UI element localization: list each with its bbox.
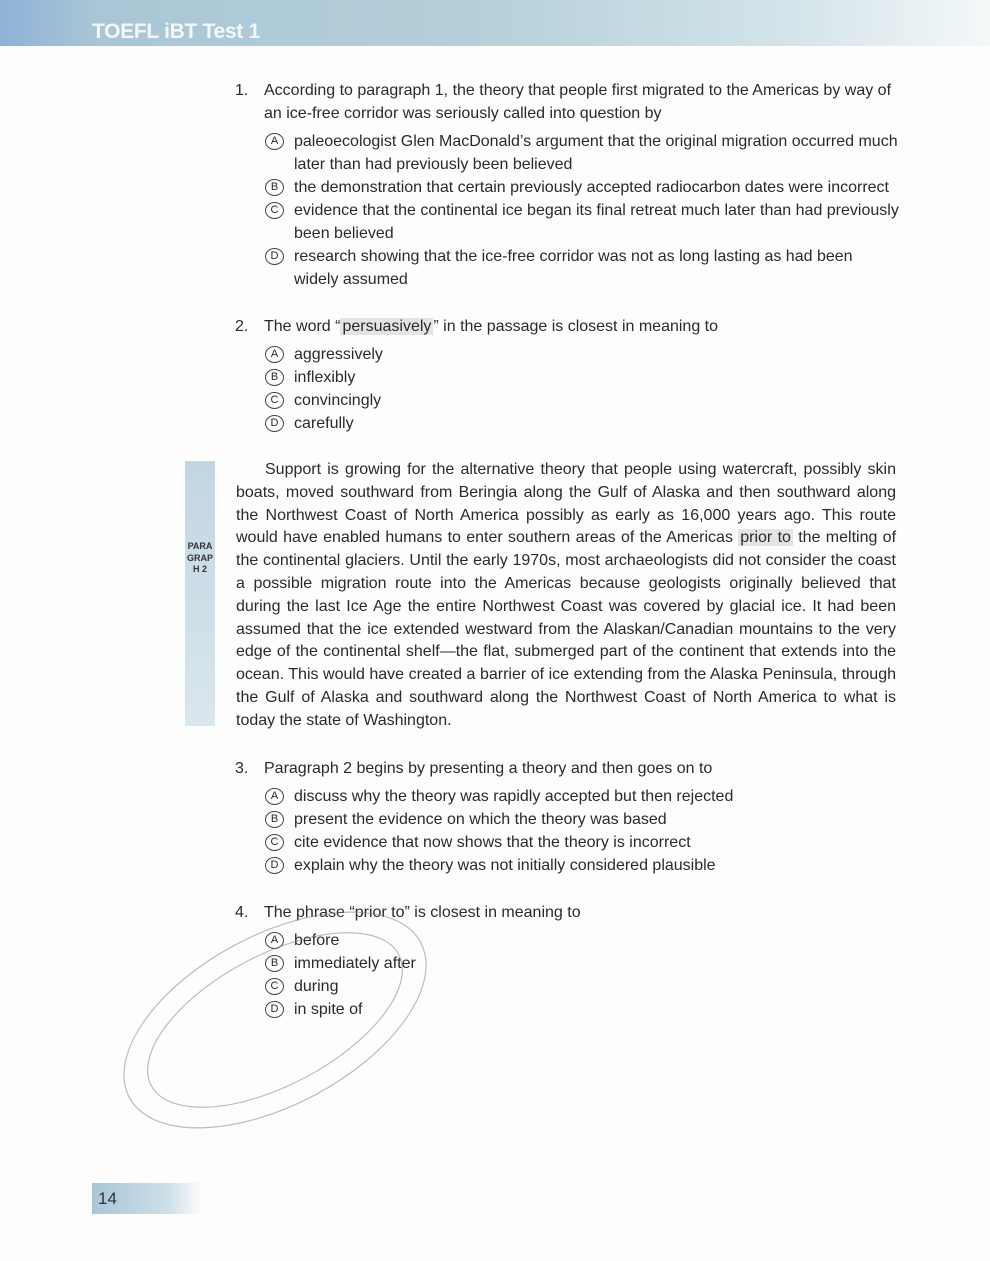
option-text: evidence that the continental ice began its final retreat much later than had previously been believed: [294, 202, 899, 242]
paragraph-tab: [185, 461, 215, 726]
question-4: [235, 901, 900, 1021]
passage-body: [236, 459, 896, 733]
option-a[interactable]: [265, 130, 900, 176]
option-text: present the evidence on which the theory was based: [294, 810, 667, 828]
option-letter-icon: B: [265, 369, 284, 386]
option-letter-icon: C: [265, 392, 284, 409]
question-stem: Paragraph 2 begins by presenting a theory and then goes on to: [264, 759, 713, 777]
option-letter-icon: B: [265, 179, 284, 196]
question-number: 3.: [235, 759, 249, 777]
highlighted-word: persuasively: [342, 318, 432, 335]
option-a[interactable]: [265, 785, 900, 808]
question-1: [235, 79, 900, 291]
paragraph-label: PARAGRAPH 2: [186, 541, 213, 574]
option-c[interactable]: [265, 831, 900, 854]
question-number: 2.: [235, 318, 249, 335]
option-letter-icon: C: [265, 834, 284, 851]
option-letter-icon: A: [265, 133, 284, 150]
question-stem: The phrase “prior to” is closest in meaning to: [264, 903, 581, 921]
option-text: convincingly: [294, 392, 382, 409]
page-content: [186, 79, 900, 1045]
option-d[interactable]: [265, 412, 900, 435]
option-text: discuss why the theory was rapidly accepted but then rejected: [294, 787, 734, 805]
option-text: explain why the theory was not initially considered plausible: [294, 856, 716, 874]
option-text: inflexibly: [294, 369, 356, 386]
option-c[interactable]: [265, 199, 900, 245]
question-stem: [264, 315, 900, 338]
option-text: immediately after: [294, 954, 416, 972]
passage-text: Support is growing for the alternative theory that people using watercraft, possibly skin boats, moved southward from Beringia along the Gulf of Alaska and then southward along the Northwest Coast of North America possibly as early as 16,000 years ago. This route would have enabled humans to enter southern areas of the Americas: [236, 461, 896, 547]
option-letter-icon: C: [265, 978, 284, 995]
option-text: aggressively: [294, 346, 383, 363]
option-d[interactable]: [265, 998, 900, 1021]
passage-text: the melting of the continental glaciers. Until the early 1970s, most archaeologists did not consider the coast a possible migration route into the Americas because geologists originally believed that during the last Ice Age the entire Northwest Coast was covered by glacial ice. It had been assumed that the ice extended westward from the Alaskan/Canadian mountains to the very edge of the continental shelf—the flat, submerged part of the continent that extends into the ocean. This would have created a barrier of ice extending from the Alaska Peninsula, through the Gulf of Alaska and southward along the Northwest Coast of North America to what is today the state of Washington.: [236, 529, 897, 729]
page-number-box: [92, 1183, 202, 1214]
option-text: the demonstration that certain previously accepted radiocarbon dates were incorrect: [294, 179, 889, 196]
option-letter-icon: D: [265, 248, 284, 265]
option-b[interactable]: [265, 952, 900, 975]
option-letter-icon: D: [265, 1001, 284, 1018]
option-letter-icon: A: [265, 932, 284, 949]
option-letter-icon: A: [265, 346, 284, 363]
option-text: research showing that the ice-free corridor was not as long lasting as had been widely assumed: [294, 248, 853, 288]
question-stem: According to paragraph 1, the theory that people first migrated to the Americas by way of an ice-free corridor was seriously called into question by: [264, 82, 892, 122]
option-text: in spite of: [294, 1000, 363, 1018]
option-b[interactable]: [265, 366, 900, 389]
question-number: 4.: [235, 903, 249, 921]
option-d[interactable]: [265, 245, 900, 291]
option-a[interactable]: [265, 343, 900, 366]
option-letter-icon: B: [265, 811, 284, 828]
option-c[interactable]: [265, 389, 900, 412]
page-number: 14: [98, 1189, 117, 1208]
option-letter-icon: D: [265, 415, 284, 432]
stem-text: The word “: [264, 318, 341, 335]
question-number: 1.: [235, 82, 249, 99]
question-2: [235, 315, 900, 435]
header-band: [0, 0, 990, 46]
option-letter-icon: B: [265, 955, 284, 972]
option-c[interactable]: [265, 975, 900, 998]
option-text: before: [294, 931, 340, 949]
option-text: paleoecologist Glen MacDonald’s argument that the original migration occurred much later than had previously been believed: [294, 133, 898, 173]
option-text: during: [294, 977, 339, 995]
option-letter-icon: A: [265, 788, 284, 805]
option-letter-icon: D: [265, 857, 284, 874]
header-title: TOEFL iBT Test 1: [92, 20, 260, 43]
option-b[interactable]: [265, 808, 900, 831]
option-text: carefully: [294, 415, 354, 432]
option-b[interactable]: [265, 176, 900, 199]
highlighted-phrase: prior to: [740, 529, 791, 547]
option-letter-icon: C: [265, 202, 284, 219]
option-d[interactable]: [265, 854, 900, 877]
passage-paragraph: [186, 459, 897, 733]
question-3: [235, 757, 900, 877]
option-text: cite evidence that now shows that the theory is incorrect: [294, 833, 691, 851]
option-a[interactable]: [265, 929, 900, 952]
stem-text: ” in the passage is closest in meaning to: [433, 318, 719, 335]
